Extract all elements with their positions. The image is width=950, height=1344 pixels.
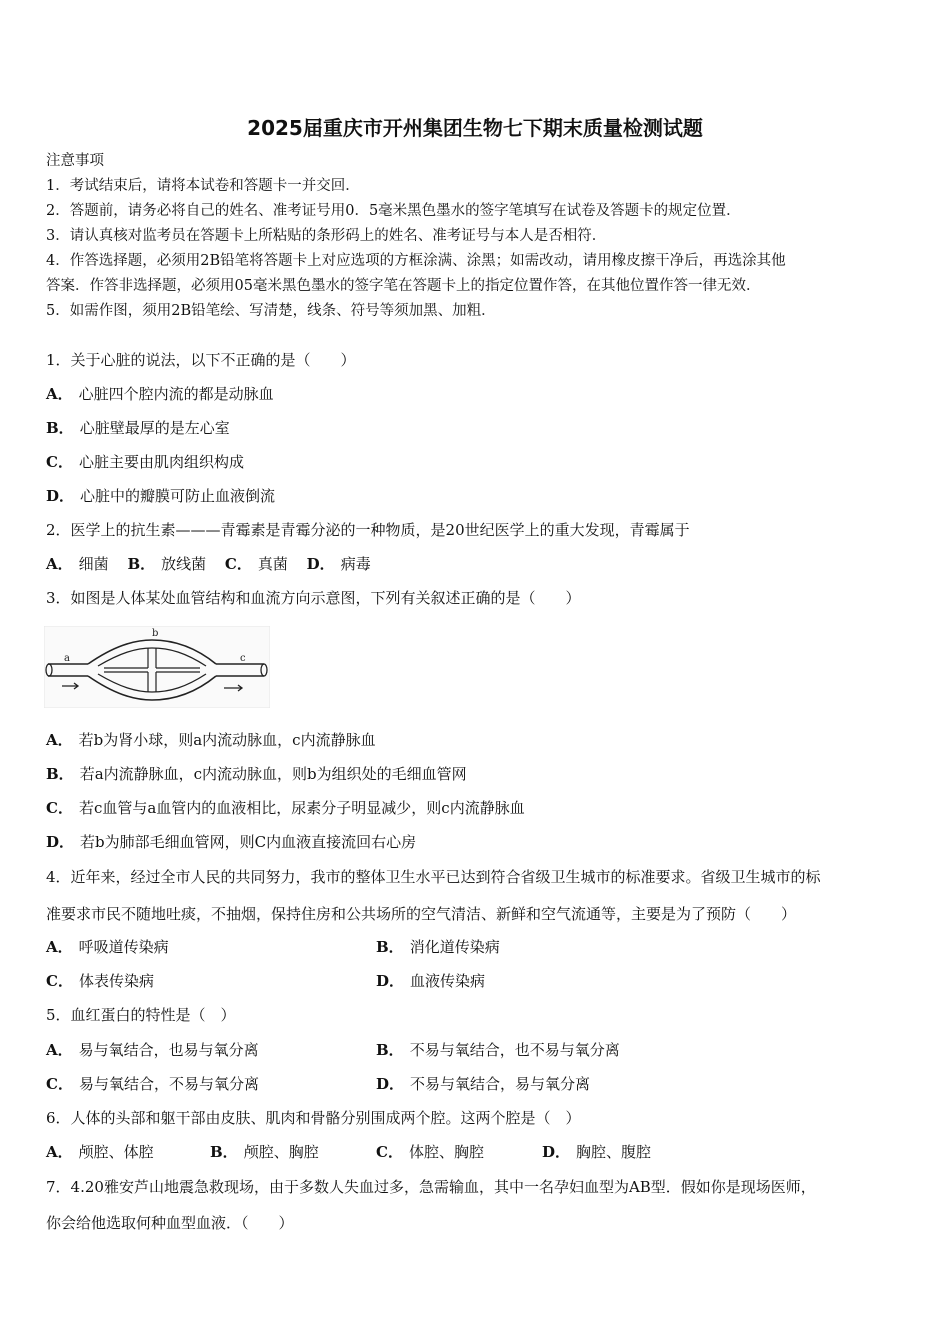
option-label: C． <box>46 453 73 471</box>
option-label: B． <box>376 1041 404 1059</box>
option-label: A． <box>46 385 73 403</box>
question-stem: 4．近年来，经过全市人民的共同努力，我市的整体卫生水平已达到符合省级卫生城市的标准要求。省级卫生城市的标 <box>46 868 821 886</box>
option-a <box>46 1142 154 1162</box>
question-stem: 7．4.20雅安芦山地震急救现场，由于多数人失血过多，急需输血，其中一名孕妇血型为AB型．假如你是现场医师， <box>46 1178 816 1196</box>
option-c <box>46 452 244 472</box>
question-stem: 3．如图是人体某处血管结构和血流方向示意图，下列有关叙述正确的是（ ） <box>46 589 581 607</box>
question-stem: 5．血红蛋白的特性是（ ） <box>46 1006 236 1024</box>
option-c <box>225 554 288 574</box>
option-label: D． <box>376 1075 405 1093</box>
option-text: 心脏壁最厚的是左心室 <box>79 419 230 437</box>
option-label: A． <box>46 1143 73 1161</box>
option-label: A． <box>46 1041 73 1059</box>
option-a <box>46 937 169 957</box>
option-label: D． <box>376 972 405 990</box>
option-text: 颅腔、胸腔 <box>243 1143 319 1161</box>
option-d <box>376 971 485 991</box>
option-d <box>376 1074 590 1094</box>
option-label: A． <box>46 555 73 573</box>
label-c: c <box>240 653 246 664</box>
option-c <box>376 1142 484 1162</box>
option-label: C． <box>46 972 73 990</box>
option-text: 不易与氧结合，也不易与氧分离 <box>409 1041 620 1059</box>
option-label: C． <box>46 1075 73 1093</box>
option-text: 不易与氧结合，易与氧分离 <box>410 1075 591 1093</box>
option-text: 若b为肾小球，则a内流动脉血，c内流静脉血 <box>78 731 376 749</box>
blood-vessel-diagram <box>44 626 270 708</box>
option-text: 真菌 <box>257 555 288 573</box>
option-label: D． <box>306 555 335 573</box>
option-label: B． <box>376 938 404 956</box>
option-text: 若a内流静脉血，c内流动脉血，则b为组织处的毛细血管网 <box>79 765 467 783</box>
option-label: D． <box>46 487 75 505</box>
label-b: b <box>152 628 159 639</box>
option-d <box>542 1142 651 1162</box>
notice-item: 5．如需作图，须用2B铅笔绘、写清楚，线条、符号等须加黑、加粗． <box>46 303 496 319</box>
option-b <box>210 1142 319 1162</box>
option-label: D． <box>46 833 75 851</box>
option-label: C． <box>224 555 252 573</box>
option-b <box>127 554 206 574</box>
option-c <box>46 971 154 991</box>
option-d <box>46 486 275 506</box>
page-title: 2025届重庆市开州集团生物七下期末质量检测试题 <box>247 116 703 140</box>
option-text: 心脏中的瓣膜可防止血液倒流 <box>80 487 276 505</box>
option-text: 胸腔、腹腔 <box>576 1143 652 1161</box>
question-stem: 2．医学上的抗生素———青霉素是青霉分泌的一种物质，是20世纪医学上的重大发现，青霉属于 <box>46 521 690 539</box>
option-label: A． <box>46 731 73 749</box>
option-b <box>376 937 500 957</box>
notice-item: 4．作答选择题，必须用2B铅笔将答题卡上对应选项的方框涂满、涂黑；如需改动，请用橡皮擦干净后，再选涂其他 <box>46 253 786 269</box>
question-stem-continued: 你会给他选取何种血型血液．（ ） <box>46 1214 294 1232</box>
notice-heading: 注意事项 <box>46 153 104 169</box>
option-label: C． <box>376 1143 403 1161</box>
option-c <box>46 1074 259 1094</box>
notice-item: 答案．作答非选择题，必须用05毫米黑色墨水的签字笔在答题卡上的指定位置作答，在其他位置作答一律无效． <box>46 278 761 294</box>
option-text: 颅腔、体腔 <box>78 1143 154 1161</box>
option-label: B． <box>210 1143 238 1161</box>
option-text: 放线菌 <box>161 555 207 573</box>
option-c <box>46 798 525 818</box>
option-label: B． <box>46 419 74 437</box>
option-text: 血液传染病 <box>410 972 486 990</box>
option-text: 易与氧结合，也易与氧分离 <box>78 1041 259 1059</box>
option-label: D． <box>542 1143 571 1161</box>
option-b <box>376 1040 620 1060</box>
option-text: 体表传染病 <box>78 972 154 990</box>
option-text: 若c血管与a血管内的血液相比，尿素分子明显减少，则c内流静脉血 <box>78 799 525 817</box>
option-text: 细菌 <box>78 555 109 573</box>
notice-item: 1．考试结束后，请将本试卷和答题卡一并交回． <box>46 178 360 194</box>
option-label: A． <box>46 938 73 956</box>
notice-item: 3．请认真核对监考员在答题卡上所粘贴的条形码上的姓名、准考证号与本人是否相符． <box>46 228 607 244</box>
option-a <box>46 730 376 750</box>
option-label: B． <box>127 555 156 573</box>
question-stem: 1．关于心脏的说法，以下不正确的是（ ） <box>46 351 356 369</box>
option-text: 心脏主要由肌肉组织构成 <box>78 453 244 471</box>
option-text: 病毒 <box>340 555 371 573</box>
option-a <box>46 384 274 404</box>
option-a <box>46 1040 259 1060</box>
option-a <box>46 554 109 574</box>
question-stem: 6．人体的头部和躯干部由皮肤、肌肉和骨骼分别围成两个腔。这两个腔是（ ） <box>46 1109 581 1127</box>
option-b <box>46 418 230 438</box>
option-label: C． <box>46 799 73 817</box>
option-text: 呼吸道传染病 <box>78 938 169 956</box>
label-a: a <box>64 653 70 664</box>
option-text: 心脏四个腔内流的都是动脉血 <box>78 385 274 403</box>
option-text: 易与氧结合，不易与氧分离 <box>78 1075 259 1093</box>
option-d <box>46 832 416 852</box>
option-text: 消化道传染病 <box>409 938 500 956</box>
options-row <box>46 554 371 574</box>
option-text: 若b为肺部毛细血管网，则C内血液直接流回右心房 <box>80 833 417 851</box>
notice-item: 2．答题前，请务必将自己的姓名、准考证号用0．5毫米黑色墨水的签字笔填写在试卷及答题卡的规定位置． <box>46 203 741 219</box>
option-d <box>307 554 371 574</box>
question-stem-continued: 准要求市民不随地吐痰，不抽烟，保持住房和公共场所的空气清洁、新鲜和空气流通等，主要是为了预防（ ） <box>46 905 797 923</box>
option-b <box>46 764 467 784</box>
option-label: B． <box>46 765 74 783</box>
option-text: 体腔、胸腔 <box>408 1143 484 1161</box>
